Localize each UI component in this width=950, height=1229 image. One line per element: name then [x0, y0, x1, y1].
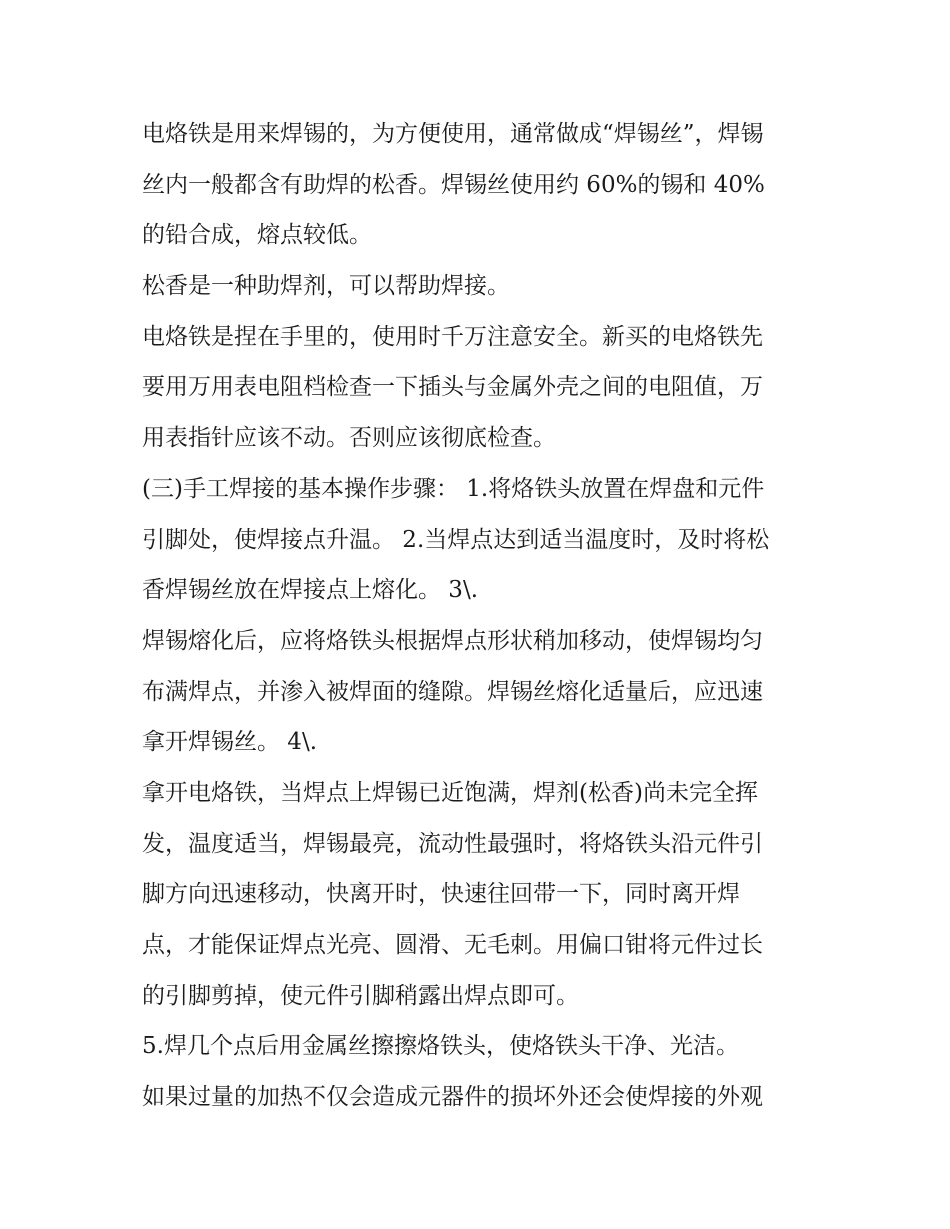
text-line: 拿开电烙铁，当焊点上焊锡已近饱满，焊剂(松香)尚未完全挥: [142, 779, 758, 806]
text-line: 脚方向迅速移动，快离开时，快速往回带一下，同时离开焊: [142, 881, 740, 908]
text-line: 电烙铁是用来焊锡的，为方便使用，通常做成“焊锡丝”，焊锡: [142, 121, 764, 147]
text-line: 松香是一种助焊剂，可以帮助焊接。: [142, 273, 510, 300]
text-line: (三)手工焊接的基本操作步骤： 1.将烙铁头放置在焊盘和元件: [142, 475, 765, 502]
text-line: 如果过量的加热不仅会造成元器件的损坏外还会使焊接的外观: [142, 1084, 763, 1111]
text-line: 点，才能保证焊点光亮、圆滑、无毛刺。用偏口钳将元件过长: [142, 932, 763, 958]
text-line: 引脚处，使焊接点升温。 2.当焊点达到适当温度时，及时将松: [142, 526, 770, 553]
text-line: 用表指针应该不动。否则应该彻底检查。: [142, 425, 556, 452]
text-line: 丝内一般都含有助焊的松香。焊锡丝使用约 60%的锡和 40%: [142, 171, 765, 198]
body-text: [142, 109, 822, 1123]
text-line: 5.焊几个点后用金属丝擦擦烙铁头，使烙铁头干净、光洁。: [142, 1033, 739, 1060]
text-line: 布满焊点，并渗入被焊面的缝隙。焊锡丝熔化适量后，应迅速: [142, 678, 763, 705]
text-line: 焊锡熔化后，应将烙铁头根据焊点形状稍加移动，使焊锡均匀: [142, 627, 763, 654]
text-line: 发，温度适当，焊锡最亮，流动性最强时，将烙铁头沿元件引: [142, 830, 763, 857]
text-line: 香焊锡丝放在焊接点上熔化。 3\.: [142, 577, 479, 604]
text-line: 的铅合成，熔点较低。: [142, 222, 372, 249]
text-line: 拿开焊锡丝。 4\.: [142, 729, 318, 756]
text-line: 要用万用表电阻档检查一下插头与金属外壳之间的电阻值，万: [142, 374, 763, 401]
text-line: 电烙铁是捏在手里的，使用时千万注意安全。新买的电烙铁先: [142, 323, 763, 350]
text-line: 的引脚剪掉，使元件引脚稍露出焊点即可。: [142, 982, 579, 1009]
